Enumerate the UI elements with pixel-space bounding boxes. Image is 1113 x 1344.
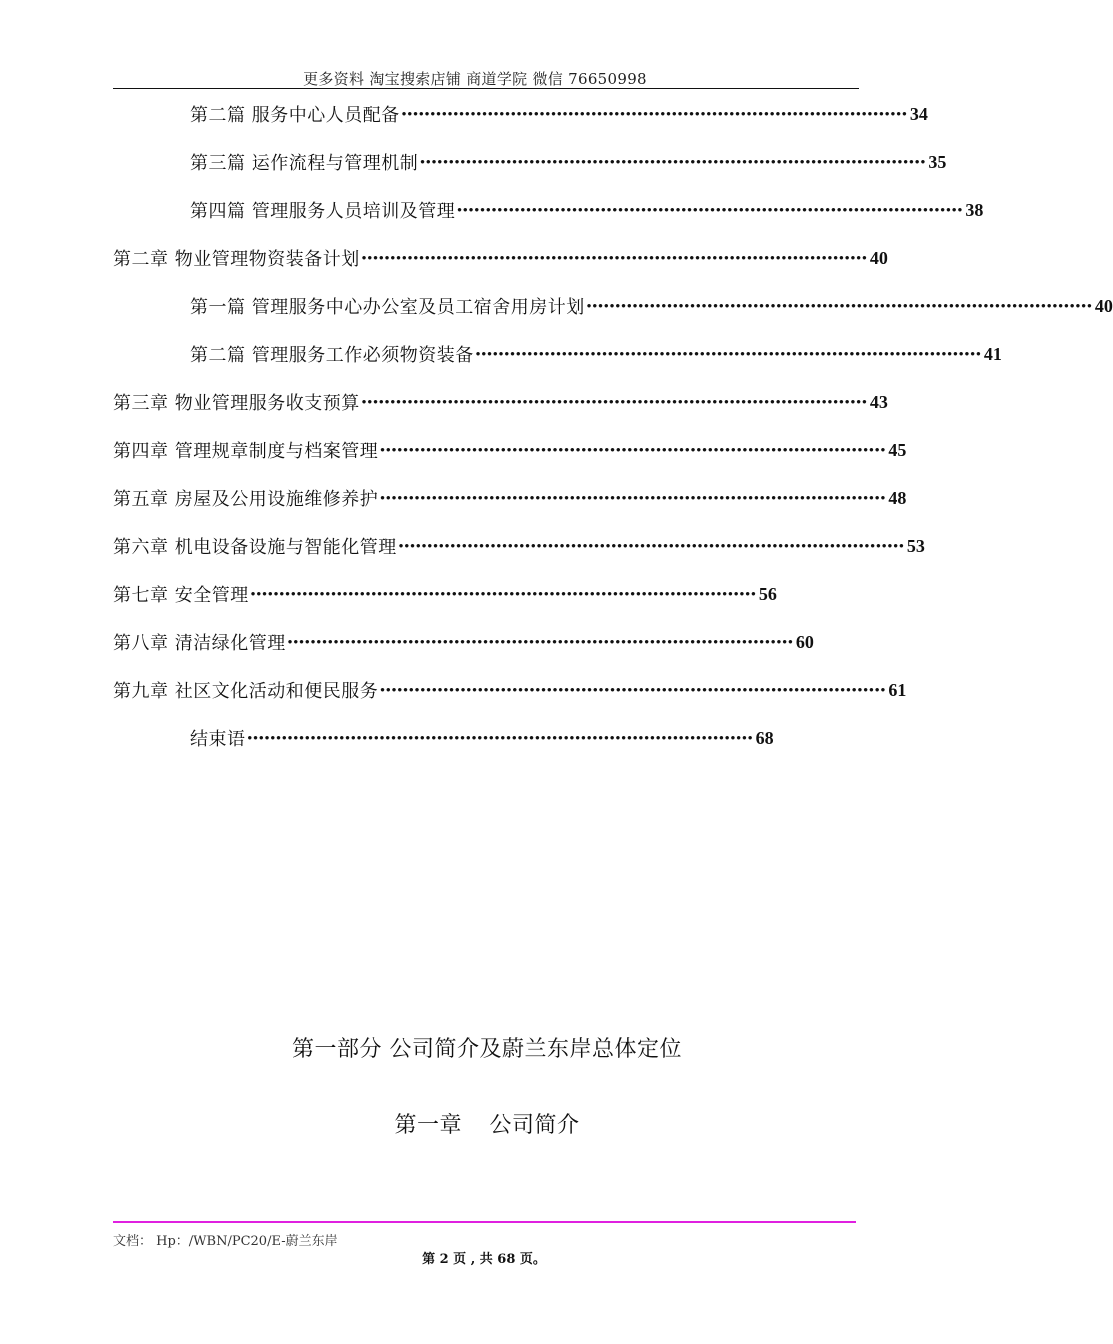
- toc-leader-dots: ••••••••••••••••••••••••••••••••••••••••••••••••••••••••••••••••••••••••••••••••••••••••: [420, 154, 927, 169]
- toc-entry-label: 第五章 房屋及公用设施维修养护: [113, 489, 379, 510]
- toc-leader-dots: ••••••••••••••••••••••••••••••••••••••••••••••••••••••••••••••••••••••••••••••••••••••••: [361, 250, 868, 265]
- page-header: 更多资料 淘宝搜索店铺 商道学院 微信 76650998: [303, 70, 647, 88]
- toc-entry-page: 60: [795, 631, 814, 652]
- toc-entry-label: 第六章 机电设备设施与智能化管理: [113, 537, 397, 558]
- chapter-title: 第一章 公司简介: [394, 1113, 580, 1138]
- toc-entry-label: 第三篇 运作流程与管理机制: [190, 153, 419, 174]
- toc-entry-page: 43: [869, 391, 888, 412]
- toc-entry-page: 40: [1094, 295, 1113, 316]
- toc-leader-dots: ••••••••••••••••••••••••••••••••••••••••••••••••••••••••••••••••••••••••••••••••••••••••: [457, 202, 964, 217]
- toc-entry-label: 第七章 安全管理: [113, 585, 249, 606]
- toc-entry: [113, 437, 907, 463]
- toc-entry-label: 第四章 管理规章制度与档案管理: [113, 441, 379, 462]
- toc-entry-label: 第二篇 管理服务工作必须物资装备: [190, 345, 474, 366]
- toc-entry-page: 35: [928, 151, 947, 172]
- toc-entry: [113, 485, 907, 511]
- toc-entry-page: 56: [758, 583, 777, 604]
- toc-entry-page: 68: [755, 727, 774, 748]
- toc-leader-dots: ••••••••••••••••••••••••••••••••••••••••••••••••••••••••••••••••••••••••••••••••••••••••: [250, 586, 757, 601]
- toc-leader-dots: ••••••••••••••••••••••••••••••••••••••••••••••••••••••••••••••••••••••••••••••••••••••••: [380, 682, 887, 697]
- toc-entry-page: 48: [888, 487, 907, 508]
- toc-leader-dots: ••••••••••••••••••••••••••••••••••••••••••••••••••••••••••••••••••••••••••••••••••••••••: [475, 346, 982, 361]
- toc-entry: [190, 197, 984, 223]
- toc-entry: [113, 533, 925, 559]
- toc-entry-label: 第四篇 管理服务人员培训及管理: [190, 201, 456, 222]
- toc-entry-page: 38: [965, 199, 984, 220]
- toc-entry-label: 第三章 物业管理服务收支预算: [113, 393, 360, 414]
- toc-leader-dots: ••••••••••••••••••••••••••••••••••••••••••••••••••••••••••••••••••••••••••••••••••••••••: [401, 106, 908, 121]
- toc-entry: [190, 341, 1002, 367]
- footer-rule: [113, 1221, 856, 1223]
- toc-leader-dots: ••••••••••••••••••••••••••••••••••••••••••••••••••••••••••••••••••••••••••••••••••••••••: [287, 634, 794, 649]
- toc-entry-label: 第二篇 服务中心人员配备: [190, 105, 400, 126]
- toc-entry-page: 53: [906, 535, 925, 556]
- toc-entry: [113, 581, 777, 607]
- toc-leader-dots: ••••••••••••••••••••••••••••••••••••••••••••••••••••••••••••••••••••••••••••••••••••••••: [247, 730, 754, 745]
- part-title: 第一部分 公司简介及蔚兰东岸总体定位: [292, 1037, 682, 1062]
- toc-entry: [113, 629, 814, 655]
- toc-entry-page: 45: [888, 439, 907, 460]
- toc-entry: [190, 101, 928, 127]
- toc-leader-dots: ••••••••••••••••••••••••••••••••••••••••••••••••••••••••••••••••••••••••••••••••••••••••: [380, 442, 887, 457]
- toc-leader-dots: ••••••••••••••••••••••••••••••••••••••••••••••••••••••••••••••••••••••••••••••••••••••••: [398, 538, 905, 553]
- toc-entry-page: 40: [869, 247, 888, 268]
- toc-entry-page: 61: [888, 679, 907, 700]
- toc-entry: [190, 293, 1113, 319]
- toc-entry: [113, 677, 907, 703]
- toc-leader-dots: ••••••••••••••••••••••••••••••••••••••••••••••••••••••••••••••••••••••••••••••••••••••••: [361, 394, 868, 409]
- toc-entry: [113, 389, 888, 415]
- header-rule: [113, 88, 859, 89]
- toc-leader-dots: ••••••••••••••••••••••••••••••••••••••••••••••••••••••••••••••••••••••••••••••••••••••••: [586, 298, 1093, 313]
- toc-entry-page: 34: [909, 103, 928, 124]
- toc-entry-label: 第二章 物业管理物资装备计划: [113, 249, 360, 270]
- toc-entry-label: 第八章 清洁绿化管理: [113, 633, 286, 654]
- toc-entry-label: 第一篇 管理服务中心办公室及员工宿舍用房计划: [190, 297, 585, 318]
- toc-entry-label: 结束语: [190, 729, 246, 750]
- footer-page-number: 第 2 页 , 共 68 页。: [422, 1252, 546, 1267]
- toc-entry-label: 第九章 社区文化活动和便民服务: [113, 681, 379, 702]
- toc-leader-dots: ••••••••••••••••••••••••••••••••••••••••••••••••••••••••••••••••••••••••••••••••••••••••: [380, 490, 887, 505]
- toc-entry: [190, 725, 774, 751]
- toc-entry-page: 41: [983, 343, 1002, 364]
- toc-entry: [113, 245, 888, 271]
- toc-entry: [190, 149, 947, 175]
- footer-doc-info: 文档： Hp：/WBN/PC20/E-蔚兰东岸: [113, 1234, 338, 1249]
